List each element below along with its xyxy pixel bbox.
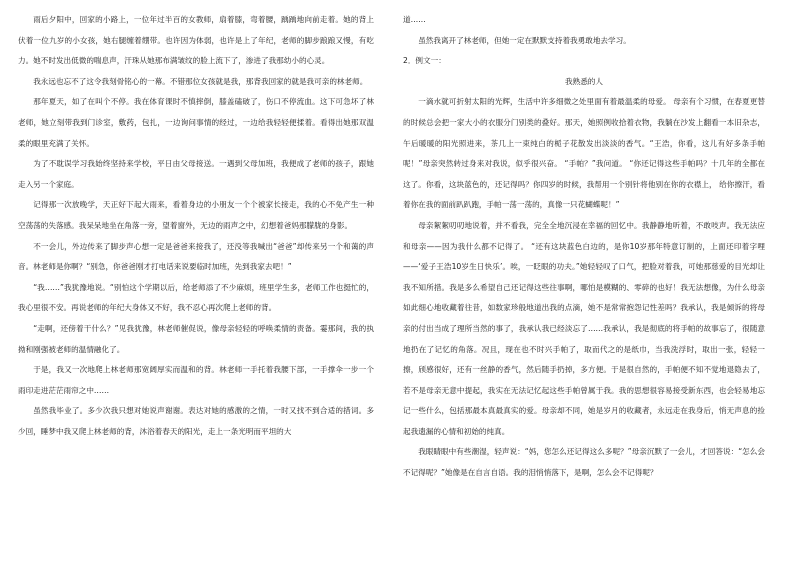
paragraph: 记得那一次放晚学，天正好下起大雨来，看着身边的小朋友一个个被家长接走，我的心不免产生一种空荡荡的失落感。我呆呆地坐在角落一旁，望着窗外，无边的雨声之中，幻想着爸妈那朦胧的身影。	[18, 200, 374, 230]
paragraph: 一滴水就可折射太阳的光辉，生活中许多细微之处里面有着最温柔的母爱。 母亲有个习惯，在春夏更替的时候总会把一家大小的衣服分门别类的叠好。那天，她照例收拾着衣物，我躺在沙发上翻看一本旧杂志，午后暖暖的阳光照进来，茶几上一束纯白的栀子花散发出淡淡的香气。“王浩，你看，这儿有好多条手帕呢！”母亲突然转过身来对我说，似乎很兴奋。 “手帕？”我问道。 “你还记得这些手帕吗？十几年的全都在这了。你看，这块蓝色的，还记得吗？你四岁的时候，我帮用一个别针将他别在你的衣襟上， 给你擦汗，看着你在我的面前趴趴跑，手帕一荡一荡的，真像一只花蝴蝶呢！”	[403, 97, 765, 210]
paragraph: 虽然我毕业了。多少次我只想对她说声谢谢。表达对她的感激的之情，一时又找不到合适的措词。多少回，睡梦中我又爬上林老师的背，沐浴着春天的阳光，走上一条光明而平坦的大	[18, 406, 374, 436]
paragraph: “我……”我犹豫地说。“别怕这个学期以后，给老师添了不少麻烦，班里学生多，老师工作也挺忙的，我心里很不安。再说老师的年纪大身体又不好，我不忍心再次爬上老师的背。	[18, 282, 374, 313]
paragraph: 虽然我离开了林老师，但她一定在默默支持着我勇敢地去学习。	[418, 35, 631, 45]
paragraph: “走啊，还傍着干什么？”见我犹豫，林老师催促说，像母亲轻轻的呼唤柔情的责备。霎那间，我的执拗和刚强被老师的温情融化了。	[18, 323, 374, 354]
paragraph: 于是，我又一次地爬上林老师那宽阔厚实而温和的背。林老师一手托着我腰下部，一手撑伞一步一个雨印走进茫茫雨帘之中……	[18, 365, 374, 395]
paragraph: 我永远也忘不了这令我刻骨铭心的一幕。不错那位女孩就是我，那背我回家的就是我可亲的林老师。	[33, 76, 368, 86]
paragraph: 为了不耽误学习我始终坚持来学校，平日由父母接送。一遇到父母加班，我便成了老师的孩子，跟她走入另一个家庭。	[18, 159, 374, 189]
paragraph: 我眼睛眼中有些潮湿，轻声说：“妈，您怎么还记得这么多呢？”母亲沉默了一会儿，才回答说：“怎么会不记得呢？”她像是在自言自语。我的泪悄悄落下，是啊，怎么会不记得呢？	[403, 447, 765, 478]
left-column	[18, 10, 374, 442]
paragraph-continuation: 道……	[403, 15, 426, 24]
example-heading: 2．例文一：	[403, 56, 446, 66]
paragraph: 母亲絮絮叨叨地说着，并不看我，完全全地沉浸在幸福的回忆中。我静静地听着，不敢吱声。我无法应和母亲——因为我什么都不记得了。 “还有这块蓝色白边的，是你10岁那年特意订制的，上面还印着字哩——‘爱子王浩10岁生日快乐’。唉，一眨眼的功夫。”她轻轻叹了口气，把脸对着我，可她那慈爱的目光却让我不知所措。我是多么希望自己还记得这些往事啊，哪怕是模糊的、零碎的也好！我无法想像，为什么母亲如此细心地收藏着往昔，如数家珍般地道出我的点滴，她不是常常抱怨记性差吗？我承认，我是倾诉的将母亲的付出当成了理所当然的事了，我承认我已经淡忘了……我承认，我是彻底的将手帕的故事忘了，很随意地扔在了记忆的角落。况且，现在也不时兴手帕了，取而代之的是纸巾，当我洗浮时，取出一张，轻轻一擦，颀感很好，还有一丝静的香气，然后随手扔掉，多方便。于是很自然的，手帕便不知不觉地退隐去了，若不是母亲无意中提起，我实在无法记忆起这些手帕曾属于我。我的思想很容易接受新东西，也会轻易地忘记一些什么，包括那最本真最真实的爱。母亲却不同，她是岁月的收藏者，永远走在我身后，悄无声息的捡起我遗漏的心情和初始的纯真。	[403, 220, 765, 436]
essay-title: 我熟悉的人	[565, 76, 603, 86]
paragraph: 不一会儿，外边传来了脚步声心想一定是爸爸来接我了，还没等我喊出“爸爸”却传来另一个和蔼的声音。林老师是你啊？“别急，你爸爸刚才打电话来说要临时加班，先到我家去吧！”	[18, 241, 374, 272]
paragraph: 雨后夕阳中，回家的小路上，一位年过半百的女教师，扇着膝，弯着腰，踽踽地向前走着。她的背上伏着一位九岁的小女孩，她右腿缠着绷带。也许因为体弱，也许是上了年纪，老师的脚步踉踉又慢，有吃力。她不时发出低微的喘息声，汗珠从她那布满皱纹的脸上流下了，渗进了我那幼小的心灵。	[18, 15, 374, 66]
right-column	[403, 10, 765, 484]
paragraph: 那年夏天，如了在叫个不停。我在体育课时不慎摔倒，膝盖磕破了，伤口不停流血。这下可急坏了林老师，她立刻带我到门诊室，敷药，包扎，一边询问事情的经过，一边给我轻轻便揉着。看得出她那双温柔的眼里充满了关怀。	[18, 97, 374, 148]
